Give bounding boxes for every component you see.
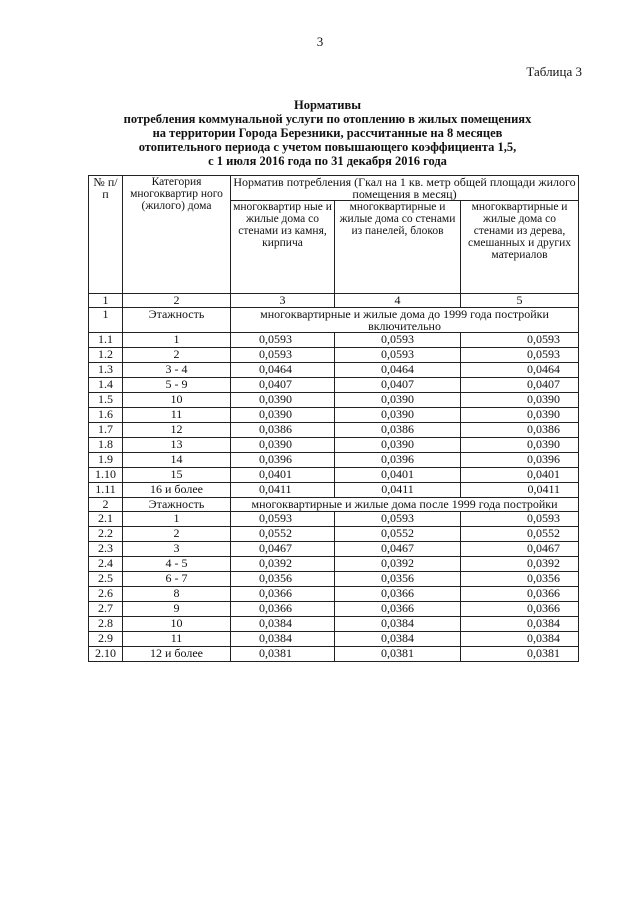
value-panel: 0,0464 <box>335 363 461 378</box>
row-num: 2.10 <box>89 647 123 662</box>
row-num: 2.8 <box>89 617 123 632</box>
table-row <box>89 542 579 557</box>
row-floors: 15 <box>123 468 231 483</box>
value-panel: 0,0411 <box>335 483 461 498</box>
row-num: 1.7 <box>89 423 123 438</box>
table-row <box>89 527 579 542</box>
section-num: 1 <box>89 308 123 333</box>
value-wood: 0,0593 <box>461 512 579 527</box>
row-num: 1.5 <box>89 393 123 408</box>
value-wood: 0,0467 <box>461 542 579 557</box>
table-row <box>89 438 579 453</box>
value-stone: 0,0356 <box>231 572 335 587</box>
value-wood: 0,0384 <box>461 632 579 647</box>
table-row <box>89 333 579 348</box>
row-floors: 12 и более <box>123 647 231 662</box>
value-stone: 0,0390 <box>231 438 335 453</box>
value-stone: 0,0593 <box>231 333 335 348</box>
norms-table <box>88 175 579 662</box>
row-num: 1.3 <box>89 363 123 378</box>
table-row <box>89 453 579 468</box>
value-panel: 0,0552 <box>335 527 461 542</box>
row-floors: 11 <box>123 632 231 647</box>
table-row <box>89 408 579 423</box>
table-row <box>89 632 579 647</box>
row-floors: 14 <box>123 453 231 468</box>
value-panel: 0,0390 <box>335 393 461 408</box>
row-num: 2.6 <box>89 587 123 602</box>
value-panel: 0,0366 <box>335 602 461 617</box>
value-wood: 0,0390 <box>461 408 579 423</box>
value-stone: 0,0386 <box>231 423 335 438</box>
value-panel: 0,0467 <box>335 542 461 557</box>
value-stone: 0,0384 <box>231 617 335 632</box>
row-num: 1.4 <box>89 378 123 393</box>
row-floors: 3 - 4 <box>123 363 231 378</box>
section-num: 2 <box>89 498 123 512</box>
row-num: 2.3 <box>89 542 123 557</box>
value-stone: 0,0384 <box>231 632 335 647</box>
value-wood: 0,0386 <box>461 423 579 438</box>
table-row <box>89 512 579 527</box>
section-label: Этажность <box>123 498 231 512</box>
value-panel: 0,0386 <box>335 423 461 438</box>
row-num: 2.5 <box>89 572 123 587</box>
column-number: 2 <box>123 294 231 308</box>
row-num: 2.7 <box>89 602 123 617</box>
row-floors: 1 <box>123 512 231 527</box>
row-num: 2.9 <box>89 632 123 647</box>
value-panel: 0,0384 <box>335 632 461 647</box>
table-row <box>89 602 579 617</box>
row-num: 1.2 <box>89 348 123 363</box>
title-line: с 1 июля 2016 года по 31 декабря 2016 года <box>208 154 447 168</box>
value-stone: 0,0366 <box>231 602 335 617</box>
value-panel: 0,0390 <box>335 438 461 453</box>
row-floors: 9 <box>123 602 231 617</box>
value-stone: 0,0593 <box>231 512 335 527</box>
value-wood: 0,0392 <box>461 557 579 572</box>
value-stone: 0,0464 <box>231 363 335 378</box>
value-panel: 0,0593 <box>335 348 461 363</box>
table-row <box>89 483 579 498</box>
value-wood: 0,0390 <box>461 438 579 453</box>
row-floors: 2 <box>123 348 231 363</box>
value-stone: 0,0396 <box>231 453 335 468</box>
value-stone: 0,0401 <box>231 468 335 483</box>
column-number: 1 <box>89 294 123 308</box>
header-col-wood: многоквартирные и жилые дома со стенами из дерева, смешанных и других материалов <box>461 201 579 294</box>
header-category: Категория многоквартир ного (жилого) дома <box>123 176 231 294</box>
value-panel: 0,0381 <box>335 647 461 662</box>
row-floors: 12 <box>123 423 231 438</box>
row-floors: 11 <box>123 408 231 423</box>
section-title: многоквартирные и жилые дома до 1999 года постройки включительно <box>231 308 579 333</box>
value-stone: 0,0411 <box>231 483 335 498</box>
value-wood: 0,0401 <box>461 468 579 483</box>
title-line: на территории Города Березники, рассчитанные на 8 месяцев <box>152 126 503 140</box>
row-num: 1.10 <box>89 468 123 483</box>
title-line: потребления коммунальной услуги по отоплению в жилых помещениях <box>123 112 532 126</box>
table-row <box>89 468 579 483</box>
row-num: 2.4 <box>89 557 123 572</box>
value-wood: 0,0366 <box>461 587 579 602</box>
row-floors: 5 - 9 <box>123 378 231 393</box>
table-row <box>89 647 579 662</box>
value-panel: 0,0366 <box>335 587 461 602</box>
table-row <box>89 572 579 587</box>
value-stone: 0,0390 <box>231 393 335 408</box>
header-col-panel: многоквартирные и жилые дома со стенами из панелей, блоков <box>335 201 461 294</box>
row-num: 1.6 <box>89 408 123 423</box>
value-stone: 0,0467 <box>231 542 335 557</box>
column-number: 3 <box>231 294 335 308</box>
value-stone: 0,0366 <box>231 587 335 602</box>
row-floors: 1 <box>123 333 231 348</box>
row-floors: 2 <box>123 527 231 542</box>
table-row <box>89 617 579 632</box>
value-panel: 0,0593 <box>335 333 461 348</box>
row-floors: 6 - 7 <box>123 572 231 587</box>
value-wood: 0,0390 <box>461 393 579 408</box>
value-stone: 0,0407 <box>231 378 335 393</box>
value-panel: 0,0384 <box>335 617 461 632</box>
value-panel: 0,0390 <box>335 408 461 423</box>
column-number: 4 <box>335 294 461 308</box>
title-line: Нормативы <box>294 98 361 112</box>
row-num: 2.2 <box>89 527 123 542</box>
value-wood: 0,0356 <box>461 572 579 587</box>
value-wood: 0,0396 <box>461 453 579 468</box>
row-num: 1.11 <box>89 483 123 498</box>
section-label: Этажность <box>123 308 231 333</box>
value-stone: 0,0593 <box>231 348 335 363</box>
header-col-stone: многоквартир ные и жилые дома со стенами из камня, кирпича <box>231 201 335 294</box>
table-row <box>89 378 579 393</box>
row-num: 1.8 <box>89 438 123 453</box>
document-title <box>60 98 595 168</box>
value-wood: 0,0593 <box>461 348 579 363</box>
section-row <box>89 308 579 333</box>
value-stone: 0,0390 <box>231 408 335 423</box>
value-stone: 0,0392 <box>231 557 335 572</box>
table-row <box>89 423 579 438</box>
title-line: отопительного периода с учетом повышающего коэффициента 1,5, <box>138 140 517 154</box>
row-floors: 13 <box>123 438 231 453</box>
table-row <box>89 348 579 363</box>
section-title: многоквартирные и жилые дома после 1999 года постройки <box>231 498 579 512</box>
table-row <box>89 363 579 378</box>
value-stone: 0,0381 <box>231 647 335 662</box>
header-num: № п/п <box>89 176 123 294</box>
value-wood: 0,0411 <box>461 483 579 498</box>
section-row <box>89 498 579 512</box>
value-panel: 0,0593 <box>335 512 461 527</box>
row-num: 1.9 <box>89 453 123 468</box>
value-panel: 0,0356 <box>335 572 461 587</box>
value-panel: 0,0392 <box>335 557 461 572</box>
table-label: Таблица 3 <box>526 64 582 79</box>
value-panel: 0,0396 <box>335 453 461 468</box>
table-body <box>89 308 579 662</box>
value-wood: 0,0552 <box>461 527 579 542</box>
page-number: 3 <box>316 34 324 49</box>
value-wood: 0,0464 <box>461 363 579 378</box>
table-row <box>89 557 579 572</box>
value-wood: 0,0407 <box>461 378 579 393</box>
table-row <box>89 393 579 408</box>
table-row <box>89 587 579 602</box>
row-floors: 3 <box>123 542 231 557</box>
column-number: 5 <box>461 294 579 308</box>
value-wood: 0,0593 <box>461 333 579 348</box>
row-floors: 10 <box>123 617 231 632</box>
row-num: 2.1 <box>89 512 123 527</box>
value-wood: 0,0384 <box>461 617 579 632</box>
value-wood: 0,0381 <box>461 647 579 662</box>
value-panel: 0,0407 <box>335 378 461 393</box>
row-floors: 10 <box>123 393 231 408</box>
row-num: 1.1 <box>89 333 123 348</box>
row-floors: 4 - 5 <box>123 557 231 572</box>
value-panel: 0,0401 <box>335 468 461 483</box>
value-stone: 0,0552 <box>231 527 335 542</box>
header-norm: Норматив потребления (Гкал на 1 кв. метр общей площади жилого помещения в месяц) <box>231 176 579 201</box>
row-floors: 16 и более <box>123 483 231 498</box>
row-floors: 8 <box>123 587 231 602</box>
value-wood: 0,0366 <box>461 602 579 617</box>
